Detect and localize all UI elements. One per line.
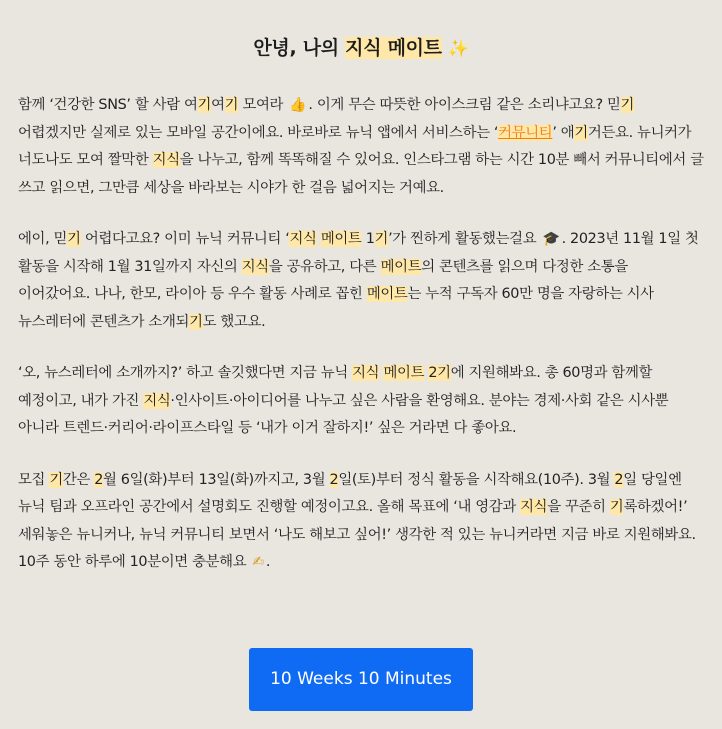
paragraph-1 [18,92,704,202]
text-segment: 여 [211,97,225,113]
text-segment: ‘오, 뉴스레터에 소개까지?’ 하고 솔깃했다면 지금 뉴닉 [18,365,353,381]
highlighted-text: 지식 [241,258,269,275]
highlighted-text: 2 [329,471,339,488]
text-segment: . [265,554,271,570]
text-segment: 일 당일엔 뉴닉 팀과 오프라인 공간에서 설명회도 진행할 예정이고요. 올해 목표에 ‘내 영감과 [18,471,682,515]
text-segment: 일(토)부터 정식 활동을 시작해요(10주). 3월 [338,471,615,488]
paragraph-2 [18,226,704,336]
highlighted-text: 메이트 [380,258,422,275]
highlighted-text: 기 [49,471,63,488]
highlighted-text: 기 [574,124,588,141]
highlighted-text: 지식 [352,365,380,381]
text-segment: 간은 [62,471,95,488]
text-segment: . 2023년 11월 1일 첫 활동을 시작해 1월 31일까지 자신의 [18,231,699,275]
page-title [18,0,704,62]
highlighted-text: 지식 [289,231,317,247]
thumbs-up-icon: 👍 [289,97,307,113]
text-segment: . 이게 무슨 따뜻한 아이스크림 같은 소리냐고요? 믿 [308,97,621,113]
highlighted-text: 2 [94,471,104,488]
text-segment: ’ 애 [552,124,575,141]
title-highlight: 지식 메이트 [345,37,442,59]
graduation-cap-icon: 🎓 [542,231,560,247]
text-segment: 록하겠어!’ 세워놓은 뉴니커나, 뉴닉 커뮤니티 보면서 ‘나도 해보고 싶어!’ 생각한 적 있는 뉴니커라면 지금 바로 지원해봐요. 10주 동안 하루에 10분이면 충분해요 [18,499,696,570]
article-body [18,92,704,577]
text-segment: 모여라 [238,97,288,113]
text-segment: 월 6일(화)부터 13일(화)까지고, 3월 [103,471,330,488]
text-segment: 어렵겠지만 실제로 있는 모바일 공간이에요. 바로바로 뉴닉 앱에서 서비스하는 ‘ [18,124,499,141]
highlighted-text: 2 [614,471,624,488]
highlighted-text: 지식 [143,392,171,409]
text-segment: 는 누적 구독자 60만 명을 자랑하는 시사 뉴스레터에 콘텐츠가 소개되 [18,286,654,330]
cta-container [0,648,722,711]
highlighted-text: 기 [224,97,239,113]
text-segment: 에 지원해봐요. 총 60명과 함께할 예정이고, 내가 가진 [18,365,653,409]
text-segment: ’가 찐하게 활동했는걸요 [388,231,541,247]
text-segment: 을 나누고, 함께 똑똑해질 수 있어요. 인스타그램 하는 시간 10분 빼서 커뮤니티에서 글 쓰고 읽으면, 그만큼 세상을 바라보는 시야가 한 걸음 넓어지는 거예요. [18,152,704,196]
highlighted-text: 기 [609,499,624,515]
paragraph-3 [18,360,704,443]
highlighted-text: 메이트 [383,365,425,381]
text-segment: 도 했고요. [202,313,266,330]
text-segment: 모집 [18,471,50,488]
highlighted-text: 메이트 [320,231,362,247]
highlighted-text: 2기 [428,365,451,381]
writing-hand-icon: ✍ [252,554,264,570]
text-segment: 거든요. 뉴니커가 너도나도 모여 짤막한 [18,124,692,168]
text-segment: 1 [361,231,375,247]
highlighted-text: 기 [374,231,389,247]
highlighted-text: 기 [197,97,212,113]
apply-button[interactable]: 10 Weeks 10 Minutes [249,648,473,711]
text-segment: 에이, 믿 [18,231,68,247]
highlighted-text: 기 [620,97,635,113]
highlighted-text: 메이트 [366,286,408,302]
community-link[interactable]: 커뮤니티 [498,124,553,141]
text-segment: 을 꾸준히 [547,499,610,515]
text-segment: 을 공유하고, 다른 [268,258,381,275]
highlighted-text: 지식 [152,152,180,168]
text-segment: 의 콘텐츠를 읽으며 다정한 소통을 이어갔어요. 나나, 한모, 라이아 등 우수 활동 사례로 꼽힌 [18,258,628,302]
paragraph-4 [18,467,704,577]
title-prefix: 안녕, 나의 [253,37,346,59]
text-segment: 함께 ‘건강한 SNS’ 할 사람 여 [18,97,198,113]
highlighted-text: 기 [67,231,81,247]
sparkles-icon: ✨ [447,39,469,59]
text-segment: 어렵다고요? 이미 뉴닉 커뮤니티 ‘ [80,231,290,247]
highlighted-text: 기 [189,313,203,330]
highlighted-text: 지식 [520,499,548,515]
text-segment: ·인사이트·아이디어를 나누고 싶은 사람을 환영해요. 분야는 경제·사회 같은 시사뿐 아니라 트렌드·커리어·라이프스타일 등 ‘내가 이거 잘하지!’ 싶은 거라면 다 좋아요. [18,392,669,436]
